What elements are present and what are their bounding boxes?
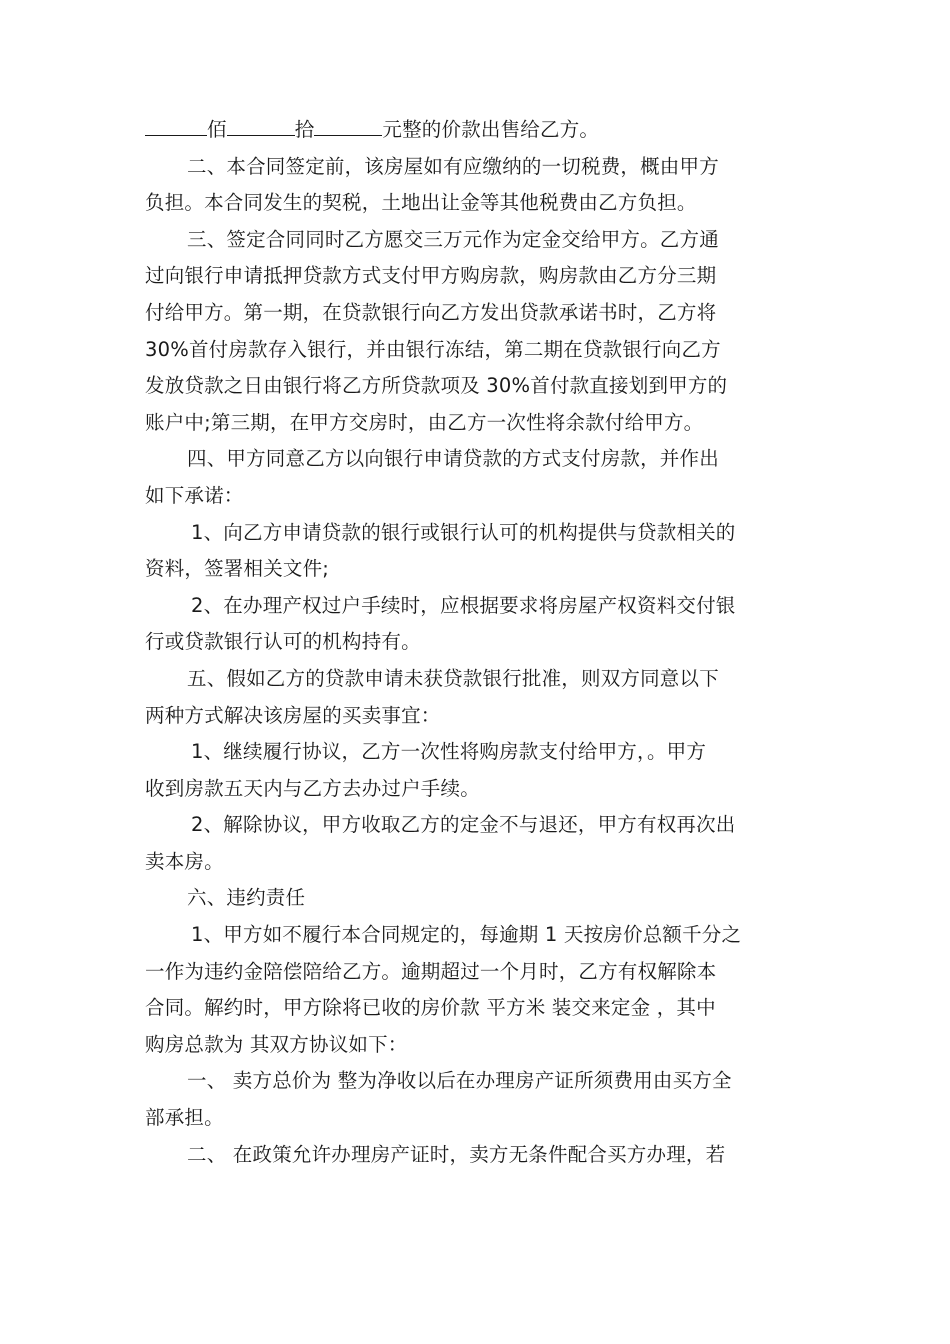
clause-4-item-2-line-1: 2、在办理产权过户手续时，应根据要求将房屋产权资料交付银	[191, 593, 736, 617]
price-line-text: 元整的价款出售给乙方。	[382, 118, 600, 141]
blank-field-tens	[227, 113, 295, 136]
clause-5-line-1: 五、假如乙方的贷款申请未获贷款银行批准，则双方同意以下	[187, 666, 719, 690]
document-page	[145, 112, 807, 1173]
agreement-item-1-line-1: 一、 卖方总价为 整为净收以后在办理房产证所须费用由买方全	[187, 1069, 732, 1093]
clause-4-line-2: 如下承诺：	[145, 483, 244, 507]
blank-field-hundreds	[145, 113, 207, 136]
clause-3-line-3: 付给甲方。第一期，在贷款银行向乙方发出贷款承诺书时，乙方将	[145, 300, 717, 324]
unit-label-hundreds: 佰	[207, 118, 227, 141]
clause-5-item-1-line-2: 收到房款五天内与乙方去办过户手续。	[145, 776, 480, 800]
clause-5-line-2: 两种方式解决该房屋的买卖事宜：	[145, 703, 441, 727]
clause-6-heading: 六、违约责任	[187, 886, 306, 910]
clause-6-item-1-line-1: 1、甲方如不履行本合同规定的，每逾期 1 天按房价总额千分之	[191, 923, 742, 947]
price-line	[145, 112, 807, 149]
agreement-item-1-line-2: 部承担。	[145, 1106, 224, 1130]
unit-label-tens: 拾	[294, 118, 315, 141]
clause-3-line-6: 账户中;第三期，在甲方交房时，由乙方一次性将余款付给甲方。	[145, 410, 704, 434]
clause-3-line-2: 过向银行申请抵押贷款方式支付甲方购房款，购房款由乙方分三期	[145, 264, 717, 288]
clause-3-line-1: 三、签定合同同时乙方愿交三万元作为定金交给甲方。乙方通	[187, 227, 719, 251]
clause-2-line-1: 二、本合同签定前，该房屋如有应缴纳的一切税费，概由甲方	[187, 154, 719, 178]
clause-5-item-2-line-1: 2、解除协议，甲方收取乙方的定金不与退还，甲方有权再次出	[191, 813, 736, 837]
clause-4-line-1: 四、甲方同意乙方以向银行申请贷款的方式支付房款，并作出	[187, 447, 719, 471]
clause-3-line-5: 发放贷款之日由银行将乙方所贷款项及 30%首付款直接划到甲方的	[145, 374, 728, 398]
clause-5-item-2-line-2: 卖本房。	[145, 849, 224, 873]
clause-4-item-1-line-2: 资料，签署相关文件;	[145, 557, 330, 581]
clause-3-line-4: 30%首付房款存入银行，并由银行冻结，第二期在贷款银行向乙方	[145, 337, 721, 361]
clause-6-item-1-line-3: 合同。解约时，甲方除将已收的房价款 平方米 装交来定金 ，其中	[145, 996, 716, 1020]
clause-6-item-1-line-4: 购房总款为 其双方协议如下：	[145, 1032, 408, 1056]
clause-5-item-1-line-1: 1、继续履行协议，乙方一次性将购房款支付给甲方，。甲方	[191, 740, 707, 764]
agreement-item-2-line-1: 二、 在政策允许办理房产证时，卖方无条件配合买方办理，若	[187, 1142, 726, 1166]
clause-2-line-2: 负担。本合同发生的契税，土地出让金等其他税费由乙方负担。	[145, 191, 697, 215]
blank-field-ones	[314, 113, 382, 136]
clause-6-item-1-line-2: 一作为违约金陪偿陪给乙方。逾期超过一个月时，乙方有权解除本	[145, 959, 717, 983]
clause-4-item-1-line-1: 1、向乙方申请贷款的银行或银行认可的机构提供与贷款相关的	[191, 520, 736, 544]
clause-4-item-2-line-2: 行或贷款银行认可的机构持有。	[145, 630, 421, 654]
